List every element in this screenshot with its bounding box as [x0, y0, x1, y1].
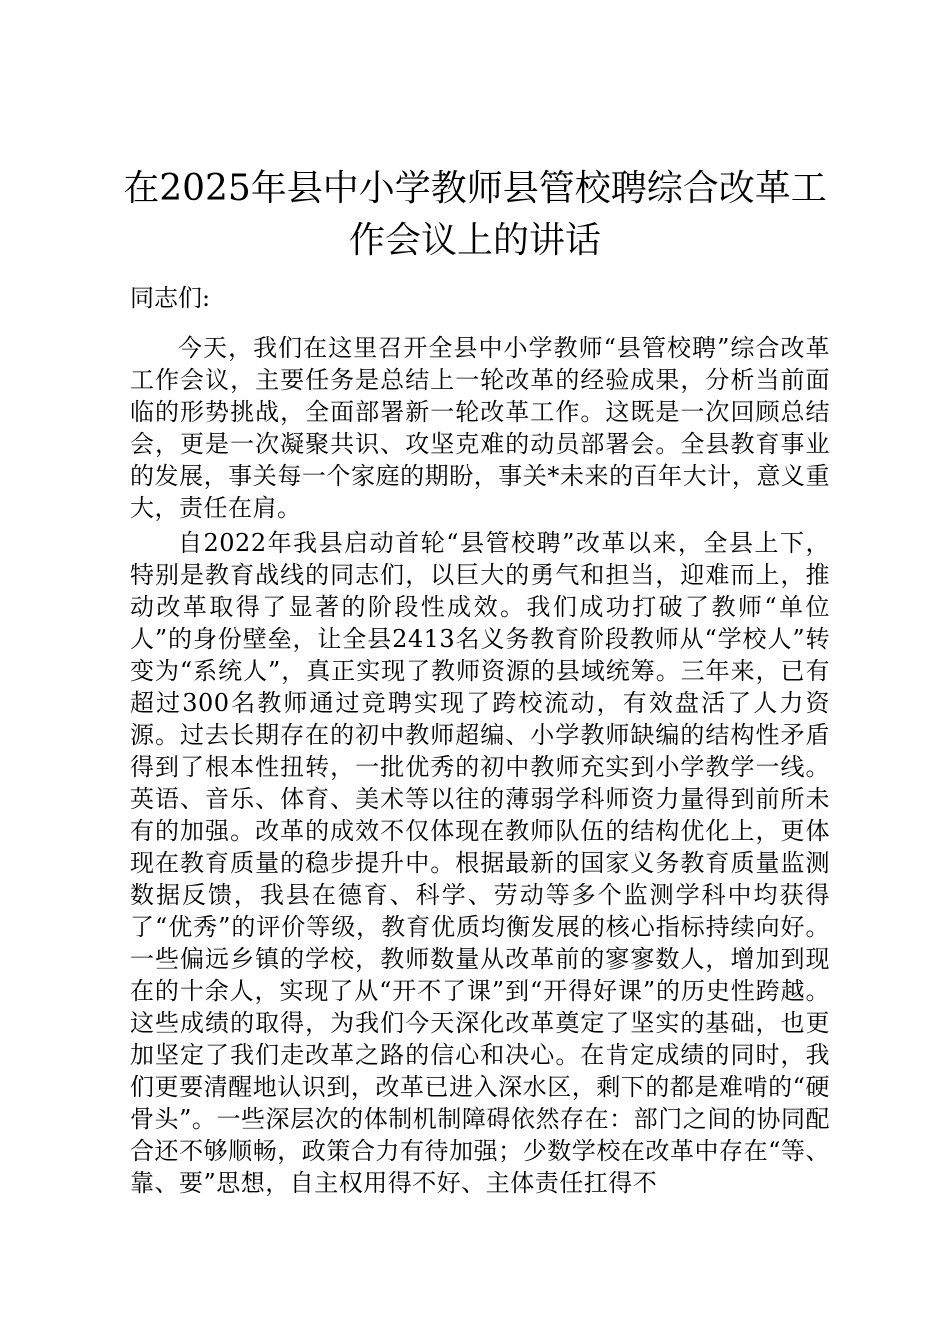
document-title: 在2025年县中小学教师县管校聘综合改革工作会议上的讲话: [123, 168, 827, 261]
paragraph-1: 今天，我们在这里召开全县中小学教师“县管校聘”综合改革工作会议，主要任务是总结上一轮改革的经验成果，分析当前面临的形势挑战，全面部署新一轮改革工作。这既是一次回顾总结会，更是一次凝聚共识、攻坚克难的动员部署会。全县教育事业的发展，事关每一个家庭的期盼，事关*未来的百年大计，意义重大，责任在肩。: [130, 334, 830, 522]
greeting: 同志们:: [130, 284, 211, 312]
paragraph-2: 自2022年我县启动首轮“县管校聘”改革以来，全县上下，特别是教育战线的同志们，以巨大的勇气和担当，迎难而上，推动改革取得了显著的阶段性成效。我们成功打破了教师“单位人”的身份壁垒，让全县2413名义务教育阶段教师从“学校人”转变为“系统人”，真正实现了教师资源的县域统筹。三年来，已有超过300名教师通过竞聘实现了跨校流动，有效盘活了人力资源。过去长期存在的初中教师超编、小学教师缺编的结构性矛盾得到了根本性扭转，一批优秀的初中教师充实到小学教学一线。英语、音乐、体育、美术等以往的薄弱学科师资力量得到前所未有的加强。改革的成效不仅体现在教师队伍的结构优化上，更体现在教育质量的稳步提升中。根据最新的国家义务教育质量监测数据反馈，我县在德育、科学、劳动等多个监测学科中均获得了“优秀”的评价等级，教育优质均衡发展的核心指标持续向好。一些偏远乡镇的学校，教师数量从改革前的寥寥数人，增加到现在的十余人，实现了从“开不了课”到“开得好课”的历史性跨越。这些成绩的取得，为我们今天深化改革奠定了坚实的基础，也更加坚定了我们走改革之路的信心和决心。在肯定成绩的同时，我们更要清醒地认识到，改革已进入深水区，剩下的都是难啃的“硬骨头”。一些深层次的体制机制障碍依然存在：部门之间的协同配合还不够顺畅，政策合力有待加强；少数学校在改革中存在“等、靠、要”思想，自主权用得不好、主体责任扛得不: [130, 529, 830, 1197]
